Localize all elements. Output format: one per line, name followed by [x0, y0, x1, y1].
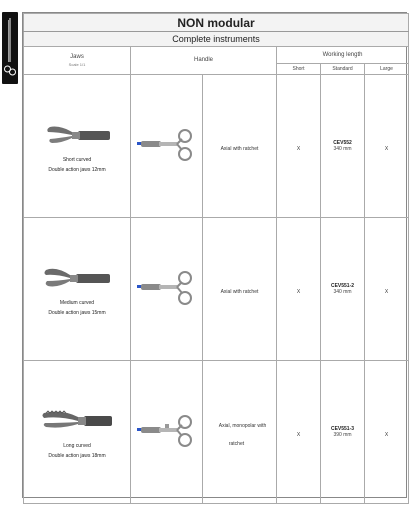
col-header-short: Short	[277, 64, 321, 75]
jaw-description: Double action jaws 18mm	[48, 453, 106, 459]
table-subtitle: Complete instruments	[24, 32, 409, 47]
short-mark: X	[296, 432, 301, 438]
instrument-table-sheet	[22, 12, 407, 498]
scissors-icon	[2, 12, 18, 84]
table-title: NON modular	[24, 14, 409, 32]
side-tab	[2, 12, 18, 84]
large-mark: X	[384, 146, 389, 152]
handle-type-cell	[203, 75, 277, 218]
axial-handle-image	[135, 126, 199, 166]
short-mark: X	[296, 289, 301, 295]
axial-handle-image	[135, 269, 199, 309]
standard-cell	[321, 218, 365, 361]
short-cell	[277, 75, 321, 218]
standard-length: 340 mm	[333, 146, 352, 152]
large-mark: X	[384, 289, 389, 295]
table-row	[24, 75, 409, 218]
standard-code: CEV551-2	[330, 283, 355, 289]
jaw-cell	[24, 75, 131, 218]
short-curved-jaws-image	[42, 119, 112, 153]
col-header-jaws-scale: Scale 1/1	[68, 61, 86, 67]
standard-code: CEV551-3	[330, 426, 355, 432]
jaw-cell	[24, 218, 131, 361]
jaw-cell	[24, 361, 131, 504]
handle-type-cell	[203, 361, 277, 504]
large-cell	[365, 361, 409, 504]
standard-cell	[321, 361, 365, 504]
standard-length: 340 mm	[333, 289, 352, 295]
handle-image-cell	[131, 218, 203, 361]
long-curved-jaws-image	[40, 405, 114, 439]
large-mark: X	[384, 432, 389, 438]
jaw-name: Long curved	[63, 443, 91, 449]
medium-curved-jaws-image	[42, 262, 112, 296]
short-cell	[277, 361, 321, 504]
jaw-name: Short curved	[62, 157, 92, 163]
col-header-jaws: Jaws Scale 1/1	[24, 47, 131, 75]
col-header-handle: Handle	[131, 47, 277, 75]
col-header-standard: Standard	[321, 64, 365, 75]
short-mark: X	[296, 146, 301, 152]
standard-code: CEV552	[333, 140, 352, 146]
handle-image-cell	[131, 75, 203, 218]
col-header-large: Large	[365, 64, 409, 75]
instrument-table	[23, 13, 409, 504]
handle-type: Axial with ratchet	[220, 146, 259, 152]
col-header-working-length: Working length	[277, 47, 409, 64]
table-row	[24, 218, 409, 361]
monopolar-handle-image	[135, 412, 199, 452]
handle-type: Axial, monopolar with ratchet	[218, 423, 267, 447]
large-cell	[365, 218, 409, 361]
table-row	[24, 361, 409, 504]
standard-cell	[321, 75, 365, 218]
jaw-description: Double action jaws 15mm	[48, 310, 106, 316]
handle-type-cell	[203, 218, 277, 361]
jaw-name: Medium curved	[59, 300, 95, 306]
standard-length: 390 mm	[333, 432, 352, 438]
jaw-description: Double action jaws 12mm	[48, 167, 106, 173]
short-cell	[277, 218, 321, 361]
large-cell	[365, 75, 409, 218]
handle-image-cell	[131, 361, 203, 504]
handle-type: Axial with ratchet	[220, 289, 259, 295]
